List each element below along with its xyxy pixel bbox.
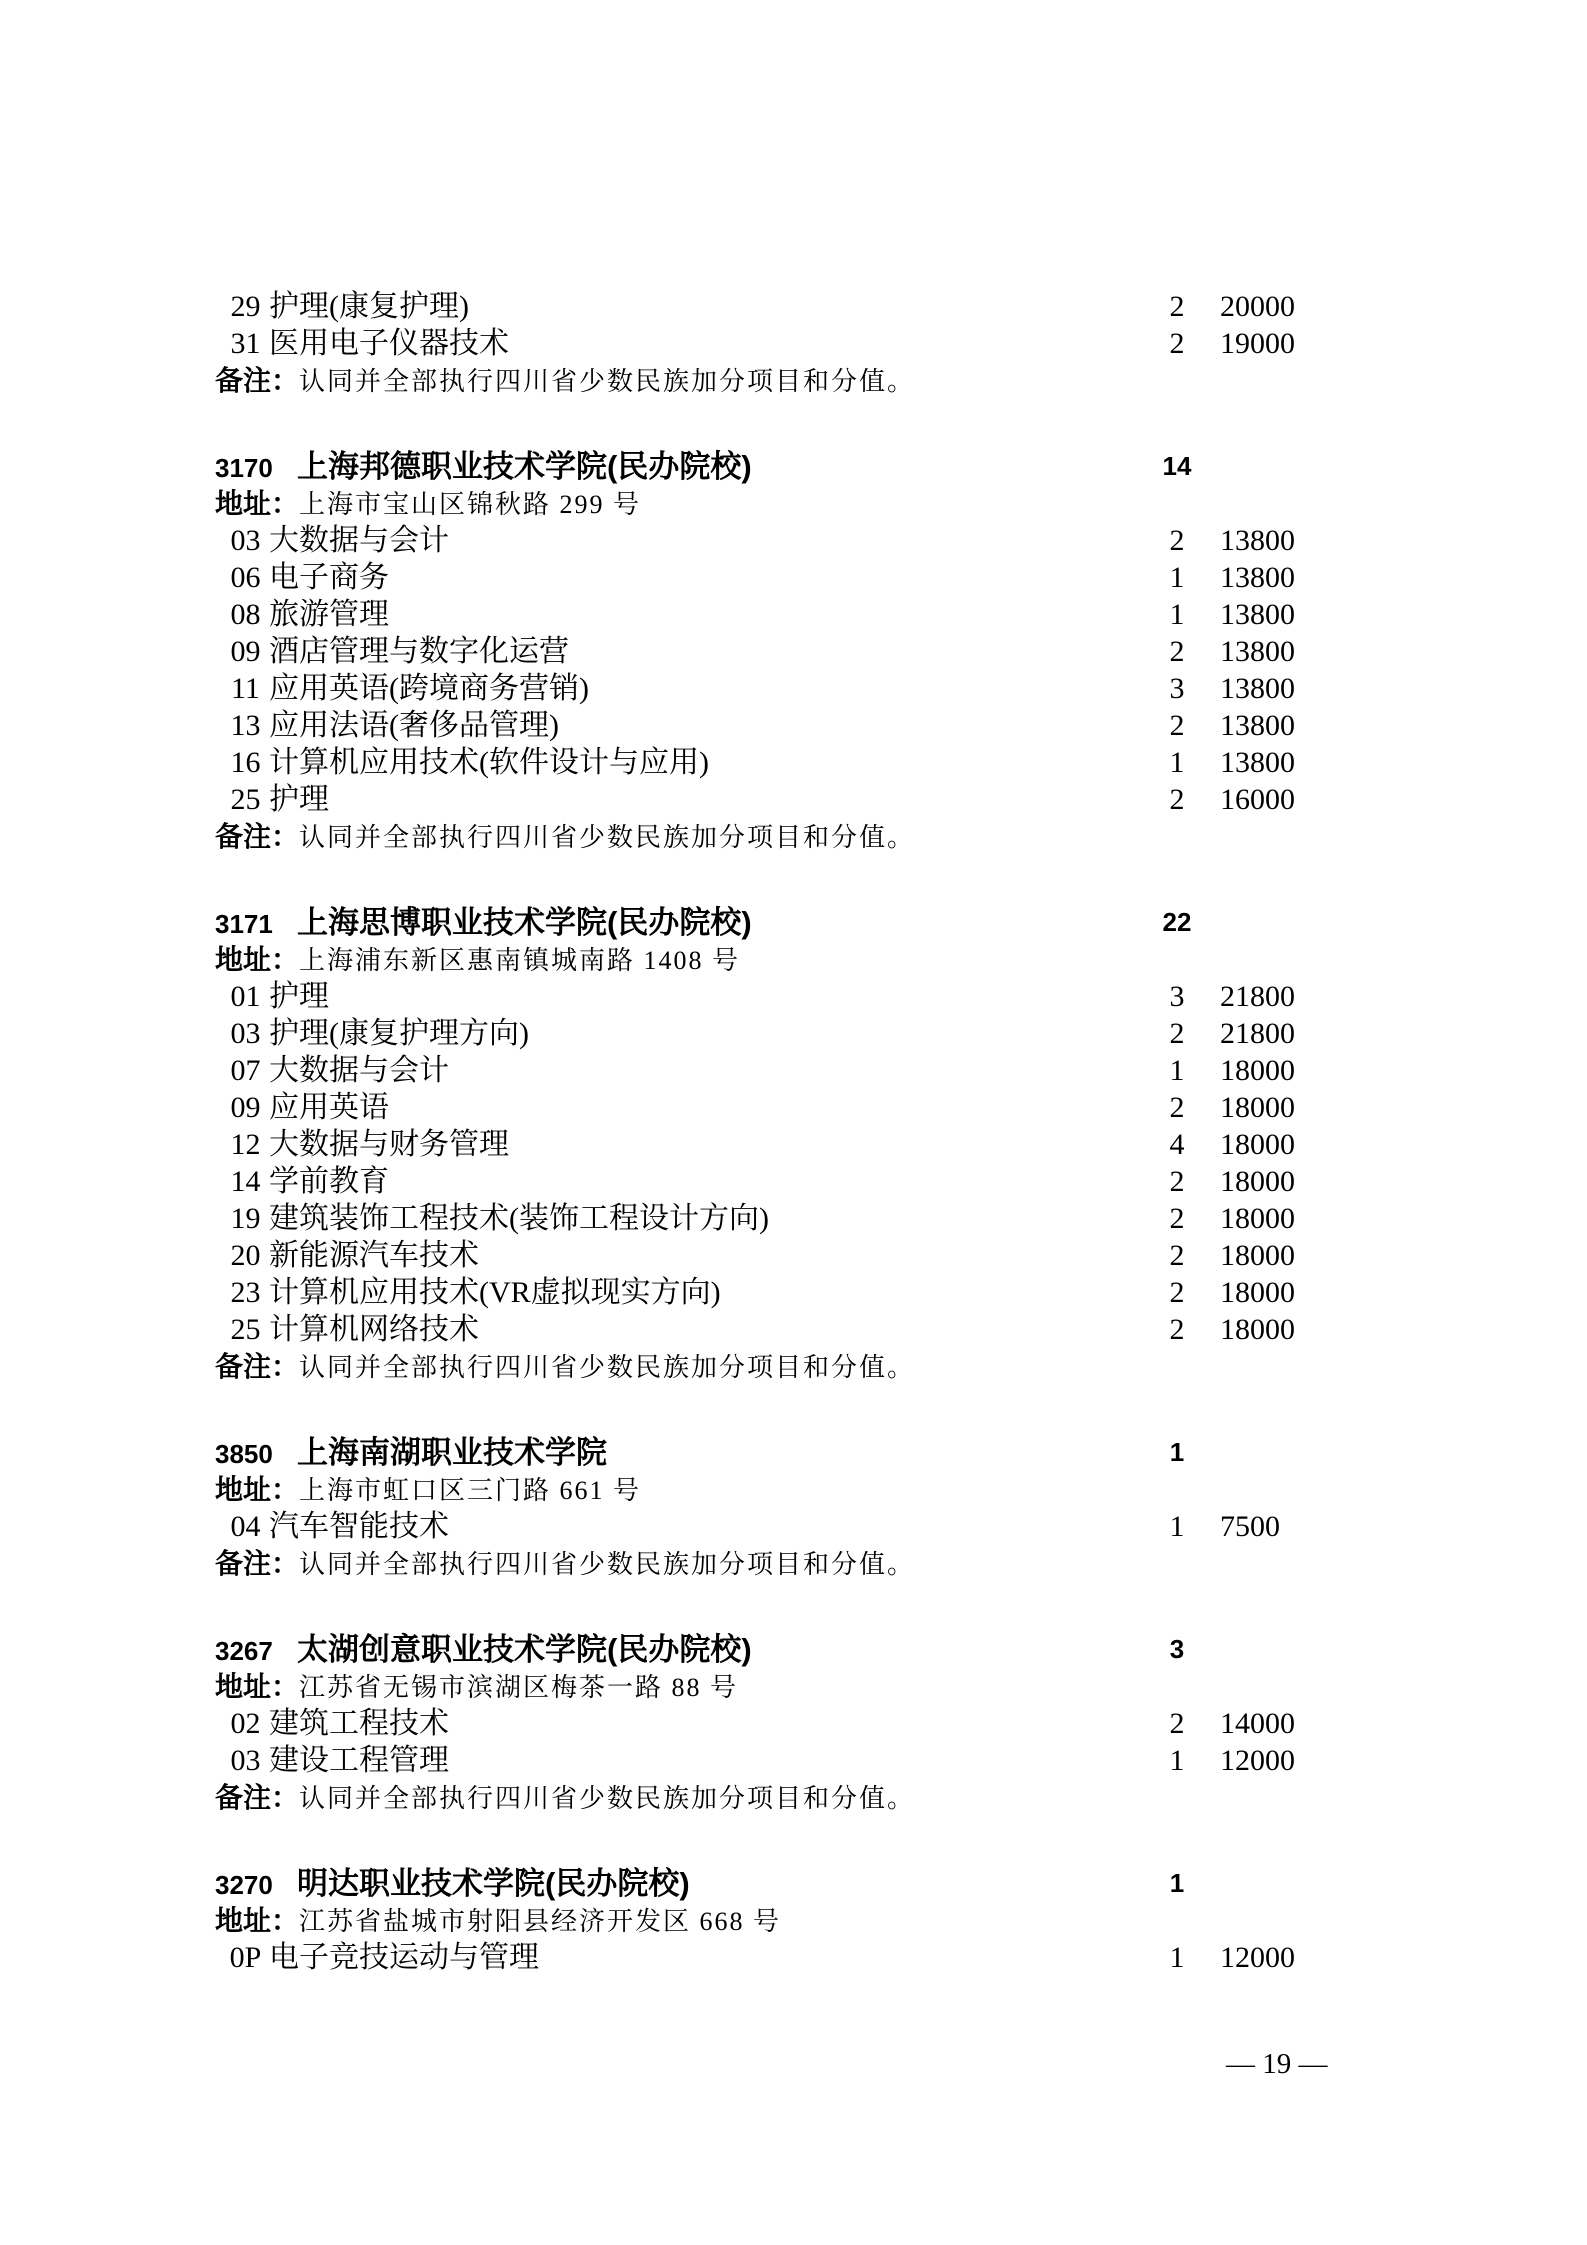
major-row: [0, 1163, 1587, 1200]
remark-text: 认同并全部执行四川省少数民族加分项目和分值。: [299, 1550, 916, 1579]
major-plan-count: 2: [1169, 709, 1185, 742]
major-name: 护理: [269, 783, 329, 816]
college-name: 上海南湖职业技术学院: [297, 1435, 607, 1470]
major-tuition-fee: 18000: [1220, 1239, 1295, 1272]
college-code: 3850: [215, 1439, 273, 1469]
major-code: 0P: [229, 1941, 262, 1974]
major-plan-count: 2: [1169, 1239, 1185, 1272]
major-code: 29: [230, 290, 261, 323]
remark-label: 备注：: [215, 1351, 300, 1382]
major-row: [0, 1311, 1587, 1348]
major-tuition-fee: 21800: [1220, 1017, 1295, 1050]
major-row: [0, 559, 1587, 596]
address-label: 地址：: [215, 1671, 300, 1702]
major-name: 应用英语(跨境商务营销): [269, 672, 589, 705]
college-header: [0, 1434, 1587, 1471]
college-header: [0, 1865, 1587, 1902]
page-number: — 19 —: [1226, 2048, 1328, 2080]
college-code: 3270: [215, 1870, 273, 1900]
major-name: 大数据与会计: [269, 1054, 449, 1087]
major-code: 16: [230, 746, 261, 779]
major-code: 09: [230, 1091, 261, 1124]
major-code: 14: [230, 1165, 261, 1198]
major-plan-count: 2: [1169, 1313, 1185, 1346]
major-row: [0, 1705, 1587, 1742]
major-name: 新能源汽车技术: [269, 1239, 479, 1272]
major-code: 03: [230, 1744, 261, 1777]
major-plan-count: 2: [1169, 524, 1185, 557]
major-tuition-fee: 12000: [1220, 1744, 1295, 1777]
major-row: [0, 522, 1587, 559]
major-code: 07: [230, 1054, 261, 1087]
major-tuition-fee: 12000: [1220, 1941, 1295, 1974]
major-name: 护理(康复护理方向): [269, 1017, 529, 1050]
major-code: 20: [230, 1239, 261, 1272]
major-plan-count: 2: [1169, 1165, 1185, 1198]
college-total-plan: 1: [1169, 1437, 1185, 1467]
major-plan-count: 1: [1169, 1941, 1185, 1974]
address-text: 上海市虹口区三门路 661 号: [299, 1476, 642, 1505]
major-tuition-fee: 13800: [1220, 672, 1295, 705]
major-tuition-fee: 13800: [1220, 524, 1295, 557]
remark-label: 备注：: [215, 365, 300, 396]
major-name: 电子商务: [269, 561, 389, 594]
major-row: [0, 978, 1587, 1015]
major-code: 08: [230, 598, 261, 631]
address-label: 地址：: [215, 944, 300, 975]
major-tuition-fee: 20000: [1220, 290, 1295, 323]
major-name: 护理(康复护理): [269, 290, 469, 323]
address-text: 上海浦东新区惠南镇城南路 1408 号: [299, 946, 741, 975]
major-row: [0, 1126, 1587, 1163]
major-plan-count: 2: [1169, 783, 1185, 816]
major-name: 建筑装饰工程技术(装饰工程设计方向): [269, 1202, 769, 1235]
college-total-plan: 14: [1162, 451, 1192, 481]
address-line: [0, 941, 1587, 978]
address-text: 上海市宝山区锦秋路 299 号: [299, 490, 642, 519]
major-plan-count: 1: [1169, 1054, 1185, 1087]
major-plan-count: 2: [1169, 290, 1185, 323]
major-name: 酒店管理与数字化运营: [269, 635, 569, 668]
remark-line: [0, 818, 1587, 855]
remark-label: 备注：: [215, 1548, 300, 1579]
major-tuition-fee: 21800: [1220, 980, 1295, 1013]
major-name: 旅游管理: [269, 598, 389, 631]
major-plan-count: 1: [1169, 1744, 1185, 1777]
remark-label: 备注：: [215, 1782, 300, 1813]
major-row: [0, 288, 1587, 325]
college-total-plan: 1: [1169, 1868, 1185, 1898]
major-plan-count: 1: [1169, 598, 1185, 631]
major-row: [0, 1089, 1587, 1126]
major-row: [0, 1237, 1587, 1274]
major-code: 02: [230, 1707, 261, 1740]
major-tuition-fee: 13800: [1220, 598, 1295, 631]
major-code: 19: [230, 1202, 261, 1235]
major-plan-count: 3: [1169, 980, 1185, 1013]
major-tuition-fee: 18000: [1220, 1091, 1295, 1124]
major-plan-count: 3: [1169, 672, 1185, 705]
college-name: 太湖创意职业技术学院(民办院校): [297, 1632, 752, 1667]
major-plan-count: 2: [1169, 1707, 1185, 1740]
major-code: 03: [230, 1017, 261, 1050]
major-code: 04: [230, 1510, 261, 1543]
major-name: 应用法语(奢侈品管理): [269, 709, 559, 742]
address-label: 地址：: [215, 1474, 300, 1505]
major-tuition-fee: 18000: [1220, 1054, 1295, 1087]
remark-line: [0, 1348, 1587, 1385]
address-line: [0, 1668, 1587, 1705]
major-name: 大数据与会计: [269, 524, 449, 557]
major-plan-count: 4: [1169, 1128, 1185, 1161]
major-row: [0, 1200, 1587, 1237]
address-text: 江苏省无锡市滨湖区梅茶一路 88 号: [299, 1673, 739, 1702]
major-code: 25: [230, 1313, 261, 1346]
major-row: [0, 633, 1587, 670]
major-name: 应用英语: [269, 1091, 389, 1124]
major-name: 计算机应用技术(VR虚拟现实方向): [269, 1276, 721, 1309]
major-row: [0, 1274, 1587, 1311]
major-name: 建筑工程技术: [269, 1707, 449, 1740]
college-name: 明达职业技术学院(民办院校): [297, 1866, 690, 1901]
major-code: 06: [230, 561, 261, 594]
major-tuition-fee: 16000: [1220, 783, 1295, 816]
major-row: [0, 1742, 1587, 1779]
major-tuition-fee: 18000: [1220, 1313, 1295, 1346]
address-line: [0, 1471, 1587, 1508]
college-total-plan: 22: [1162, 907, 1192, 937]
major-code: 09: [230, 635, 261, 668]
major-row: [0, 670, 1587, 707]
remark-line: [0, 1545, 1587, 1582]
remark-label: 备注：: [215, 821, 300, 852]
major-plan-count: 2: [1169, 1202, 1185, 1235]
remark-line: [0, 362, 1587, 399]
address-line: [0, 485, 1587, 522]
major-row: [0, 707, 1587, 744]
remark-text: 认同并全部执行四川省少数民族加分项目和分值。: [299, 367, 916, 396]
major-tuition-fee: 13800: [1220, 561, 1295, 594]
major-tuition-fee: 7500: [1220, 1510, 1280, 1543]
major-code: 11: [231, 672, 260, 705]
major-code: 12: [230, 1128, 261, 1161]
major-plan-count: 2: [1169, 1091, 1185, 1124]
major-name: 学前教育: [269, 1165, 389, 1198]
college-name: 上海邦德职业技术学院(民办院校): [297, 449, 752, 484]
address-line: [0, 1902, 1587, 1939]
major-code: 13: [230, 709, 261, 742]
college-header: [0, 448, 1587, 485]
major-code: 31: [230, 327, 261, 360]
major-code: 01: [230, 980, 261, 1013]
major-name: 建设工程管理: [269, 1744, 449, 1777]
college-name: 上海思博职业技术学院(民办院校): [297, 905, 752, 940]
major-name: 医用电子仪器技术: [269, 327, 509, 360]
college-code: 3170: [215, 453, 273, 483]
major-row: [0, 1508, 1587, 1545]
college-total-plan: 3: [1169, 1634, 1185, 1664]
address-text: 江苏省盐城市射阳县经济开发区 668 号: [299, 1907, 782, 1936]
major-row: [0, 325, 1587, 362]
major-row: [0, 1052, 1587, 1089]
major-row: [0, 781, 1587, 818]
remark-text: 认同并全部执行四川省少数民族加分项目和分值。: [299, 1784, 916, 1813]
college-header: [0, 904, 1587, 941]
remark-text: 认同并全部执行四川省少数民族加分项目和分值。: [299, 1353, 916, 1382]
major-plan-count: 2: [1169, 327, 1185, 360]
major-name: 计算机网络技术: [269, 1313, 479, 1346]
college-header: [0, 1631, 1587, 1668]
remark-line: [0, 1779, 1587, 1816]
college-code: 3267: [215, 1636, 273, 1666]
major-row: [0, 596, 1587, 633]
major-row: [0, 1015, 1587, 1052]
major-plan-count: 1: [1169, 746, 1185, 779]
major-tuition-fee: 18000: [1220, 1276, 1295, 1309]
major-plan-count: 2: [1169, 635, 1185, 668]
major-tuition-fee: 14000: [1220, 1707, 1295, 1740]
major-name: 护理: [269, 980, 329, 1013]
address-label: 地址：: [215, 1905, 300, 1936]
major-code: 23: [230, 1276, 261, 1309]
major-tuition-fee: 13800: [1220, 746, 1295, 779]
major-name: 计算机应用技术(软件设计与应用): [269, 746, 709, 779]
major-row: [0, 1939, 1587, 1976]
major-plan-count: 1: [1169, 561, 1185, 594]
major-tuition-fee: 18000: [1220, 1128, 1295, 1161]
major-tuition-fee: 18000: [1220, 1165, 1295, 1198]
major-code: 03: [230, 524, 261, 557]
college-code: 3171: [215, 909, 273, 939]
major-plan-count: 2: [1169, 1017, 1185, 1050]
major-tuition-fee: 18000: [1220, 1202, 1295, 1235]
major-code: 25: [230, 783, 261, 816]
major-tuition-fee: 13800: [1220, 709, 1295, 742]
major-plan-count: 1: [1169, 1510, 1185, 1543]
major-name: 大数据与财务管理: [269, 1128, 509, 1161]
address-label: 地址：: [215, 488, 300, 519]
major-tuition-fee: 13800: [1220, 635, 1295, 668]
major-tuition-fee: 19000: [1220, 327, 1295, 360]
remark-text: 认同并全部执行四川省少数民族加分项目和分值。: [299, 823, 916, 852]
major-name: 电子竞技运动与管理: [269, 1941, 539, 1974]
major-row: [0, 744, 1587, 781]
major-plan-count: 2: [1169, 1276, 1185, 1309]
major-name: 汽车智能技术: [269, 1510, 449, 1543]
